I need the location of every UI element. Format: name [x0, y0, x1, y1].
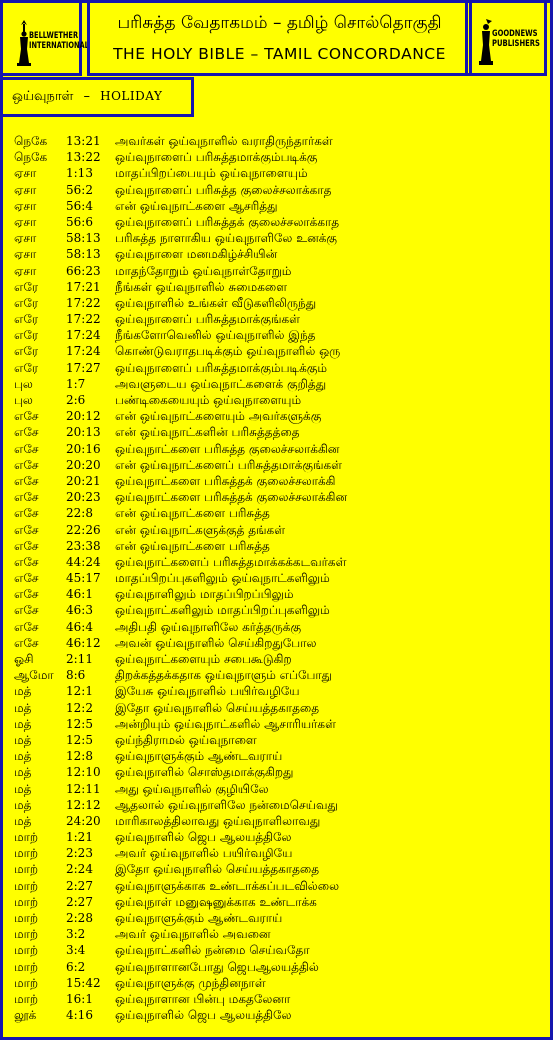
entry-reference: 56:2	[66, 182, 93, 197]
entry-text: ஒய்வுநாளில் ஜெப ஆலயத்திலே	[115, 830, 292, 845]
entry-book: மாற்	[14, 911, 39, 925]
entry-reference: 17:22	[66, 312, 101, 327]
entry-book: மாற்	[14, 862, 39, 877]
entry-text: ஒய்வுநாளைப் பரிசுத்த குலைச்சலாக்காத	[115, 182, 332, 197]
entry-reference: 22:8	[66, 506, 93, 521]
entry-text: ஒய்வுநாளானபோது ஜெபஆலயத்தில்	[115, 959, 319, 974]
bellwether-logo	[0, 0, 89, 76]
concordance-entry	[0, 651, 553, 667]
concordance-entry	[0, 522, 553, 538]
concordance-entry	[0, 845, 553, 861]
entry-text: ஒய்வுநாளிலும் மாதப்பிறப்பிலும்	[115, 587, 294, 602]
keyword-box	[0, 77, 194, 117]
concordance-entry	[0, 1007, 553, 1023]
entry-book: மாற்	[14, 878, 39, 893]
entry-text: அது ஒய்வுநாளில் குழியிலே	[115, 781, 269, 796]
entry-text: அன்றியும் ஒய்வுநாட்களில் ஆசாரியர்கள்	[115, 716, 336, 731]
entry-book: மத்	[14, 732, 32, 747]
entry-book: ஏசா	[14, 263, 37, 278]
entry-reference: 46:12	[66, 635, 101, 650]
concordance-entry	[0, 295, 553, 311]
entry-book: எரே	[14, 312, 39, 327]
entry-text: இதோ ஒய்வுநாளில் செய்யத்தகாததை	[115, 700, 320, 715]
concordance-entry	[0, 230, 553, 246]
entry-reference: 2:27	[66, 878, 93, 893]
entry-book: மாற்	[14, 943, 39, 958]
entry-book: மாற்	[14, 927, 39, 942]
concordance-entry	[0, 926, 553, 942]
entry-text: அவர் ஒய்வுநாளில் அவனை	[115, 927, 271, 942]
concordance-entry	[0, 343, 553, 359]
entry-reference: 44:24	[66, 554, 101, 569]
entry-text: ஒய்வுநாளைப் பரிசுத்தமாக்கும்படிக்கு	[115, 150, 318, 165]
entry-book: எசே	[14, 490, 39, 505]
concordance-entry	[0, 327, 553, 343]
entry-text: என் ஒய்வுநாட்களையும் அவர்களுக்கு	[115, 409, 322, 424]
entry-reference: 45:17	[66, 571, 101, 586]
entry-text: இயேசு ஒய்வுநாளில் பயிர்வழியே	[115, 684, 300, 699]
entry-text: ஒய்வுநாட்களை பரிசுத்தக் குலைச்சலாக்கி	[115, 473, 336, 488]
concordance-entry	[0, 619, 553, 635]
entry-book: மாற்	[14, 959, 39, 974]
concordance-entry	[0, 878, 553, 894]
entry-book: ஏசா	[14, 231, 37, 246]
concordance-entry	[0, 376, 553, 392]
entry-text: அவர் ஒய்வுநாளில் பயிர்வழியே	[115, 846, 293, 861]
entry-book: எரே	[14, 328, 39, 343]
entry-text: திறக்கத்தக்கதாக ஒய்வுநாளும் எப்போது	[115, 668, 333, 683]
concordance-entry	[0, 424, 553, 440]
entry-book: மத்	[14, 813, 32, 828]
concordance-entry	[0, 457, 553, 473]
concordance-entry	[0, 667, 553, 683]
entry-reference: 20:16	[66, 441, 101, 456]
entry-text: அவன் ஒய்வுநாளில் செய்கிறதுபோல	[115, 635, 317, 650]
entry-book: எசே	[14, 409, 39, 424]
entry-text: அவளுடைய ஒய்வுநாட்களைக் குறித்து	[115, 376, 327, 391]
entry-book: எரே	[14, 344, 39, 359]
entry-book: மத்	[14, 781, 32, 796]
concordance-entry	[0, 861, 553, 877]
entry-text: மாதப்பிறப்புகளிலும் ஒய்வுநாட்களிலும்	[115, 571, 330, 586]
entry-text: என் ஒய்வுநாட்களை பரிசுத்த	[115, 538, 270, 553]
concordance-entry	[0, 764, 553, 780]
entry-book: மாற்	[14, 846, 39, 861]
concordance-entry	[0, 392, 553, 408]
entry-book: மாற்	[14, 975, 39, 990]
entry-book: எசே	[14, 538, 39, 553]
concordance-entry	[0, 473, 553, 489]
entry-text: ஒய்வுநாட்களை பரிசுத்த குலைச்சலாக்கின	[115, 441, 340, 456]
entry-reference: 17:27	[66, 360, 101, 375]
entry-book: எசே	[14, 522, 39, 537]
entry-text: மாதப்பிறப்பையும் ஒய்வுநாளையும்	[115, 166, 308, 181]
concordance-entry	[0, 408, 553, 424]
entry-book: புல	[14, 393, 33, 407]
entry-reference: 13:22	[66, 150, 101, 165]
entry-book: எசே	[14, 554, 39, 569]
concordance-entry	[0, 570, 553, 586]
concordance-entry	[0, 959, 553, 975]
entry-reference: 1:7	[66, 376, 86, 391]
entry-text: ஒய்வுநாட்களைப் பரிசுத்தமாக்கக்கடவர்கள்	[115, 554, 347, 569]
concordance-entry	[0, 182, 553, 198]
concordance-entry	[0, 441, 553, 457]
concordance-entry	[0, 700, 553, 716]
concordance-entry	[0, 894, 553, 910]
entry-text: ஒய்வுநாட்களிலும் மாதப்பிறப்புகளிலும்	[115, 603, 330, 618]
entry-reference: 20:20	[66, 457, 101, 472]
entry-book: மத்	[14, 797, 32, 812]
concordance-entry	[0, 813, 553, 829]
entry-reference: 58:13	[66, 247, 101, 262]
entry-reference: 46:4	[66, 619, 93, 634]
entry-reference: 46:3	[66, 603, 93, 618]
entry-text: பரிசுத்த நாளாகிய ஒய்வுநாளிலே உனக்கு	[115, 231, 337, 246]
concordance-entry	[0, 489, 553, 505]
entry-reference: 46:1	[66, 587, 93, 602]
entry-text: கொண்டுவராதபடிக்கும் ஒய்வுநாளில் ஒரு	[115, 344, 341, 359]
concordance-entry	[0, 829, 553, 845]
entry-reference: 15:42	[66, 975, 101, 990]
entry-reference: 1:13	[66, 166, 93, 181]
concordance-entry	[0, 246, 553, 262]
entry-reference: 8:6	[66, 668, 86, 683]
concordance-entry	[0, 975, 553, 991]
concordance-entry	[0, 360, 553, 376]
entry-text: நீங்களோவெனில் ஒய்வுநாளில் இந்த	[115, 328, 316, 343]
entry-book: மத்	[14, 749, 32, 764]
entry-text: ஒய்வுநாளைப் பரிசுத்தமாக்குங்கள்	[115, 312, 300, 327]
concordance-entry	[0, 586, 553, 602]
entry-text: ஒய்வுநாளுக்கும் ஆண்டவராய்	[115, 911, 283, 925]
entry-reference: 2:27	[66, 894, 93, 909]
entry-reference: 20:13	[66, 425, 101, 440]
entry-book: எசே	[14, 457, 39, 472]
entry-book: எசே	[14, 619, 39, 634]
entry-book: எசே	[14, 506, 39, 521]
entry-reference: 2:6	[66, 393, 86, 407]
entry-reference: 56:4	[66, 198, 93, 213]
entry-text: மாரிகாலத்திலாவது ஒய்வுநாளிலாவது	[115, 813, 321, 828]
entry-book: ஏசா	[14, 166, 37, 181]
concordance-entry	[0, 279, 553, 295]
entry-text: ஒய்வுநாளைப் பரிசுத்தமாக்கும்படிக்கும்	[115, 360, 328, 375]
entry-reference: 2:24	[66, 862, 93, 877]
concordance-entry	[0, 748, 553, 764]
entry-text: அவர்கள் ஒய்வுநாளில் வராதிருந்தார்கள்	[115, 134, 333, 148]
entry-book: எசே	[14, 425, 39, 440]
concordance-entry	[0, 635, 553, 651]
entry-text: ஒய்வுநாளில் ஜெப ஆலயத்திலே	[115, 1008, 292, 1023]
keyword-english: HOLIDAY	[100, 89, 163, 103]
entry-reference: 6:2	[66, 959, 86, 974]
entry-reference: 17:22	[66, 295, 101, 310]
entry-text: மாதந்தோறும் ஒய்வுநாள்தோறும்	[115, 263, 292, 278]
concordance-entry	[0, 133, 553, 149]
entry-reference: 1:21	[66, 830, 93, 845]
goodnews-text: GOODNEWS PUBLISHERS	[492, 29, 540, 49]
entry-text: ஒய்வுநாட்களில் நன்மை செய்வதோ	[115, 943, 310, 958]
entry-text: இதோ ஒய்வுநாளில் செய்யத்தகாததை	[115, 862, 320, 877]
entry-reference: 12:11	[66, 781, 101, 796]
entry-book: எசே	[14, 571, 39, 586]
entry-reference: 20:23	[66, 490, 101, 505]
entry-text: என் ஒய்வுநாட்களுக்குத் தங்கள்	[115, 522, 286, 537]
header	[0, 0, 547, 80]
concordance-entry	[0, 797, 553, 813]
concordance-entry	[0, 311, 553, 327]
concordance-entry	[0, 505, 553, 521]
entry-text: என் ஒய்வுநாட்களை பரிசுத்த	[115, 506, 270, 521]
entry-reference: 2:23	[66, 846, 93, 861]
entry-reference: 12:12	[66, 797, 101, 812]
entry-text: ஒய்வுநாளில் சொஸ்தமாக்குகிறது	[115, 765, 294, 780]
concordance-entry	[0, 991, 553, 1007]
entry-reference: 56:6	[66, 214, 93, 229]
entry-book: மத்	[14, 765, 32, 780]
entry-book: மத்	[14, 700, 32, 715]
entry-reference: 2:11	[66, 652, 93, 666]
entry-text: நீங்கள் ஒய்வுநாளில் சுமைகளை	[115, 279, 288, 294]
keyword-separator: –	[83, 89, 90, 104]
entry-book: ஏசா	[14, 214, 37, 229]
entry-book: எசே	[14, 441, 39, 456]
concordance-entry	[0, 165, 553, 181]
entry-book: லூக்	[14, 1008, 37, 1023]
entry-text: ஒய்வுநாளில் உங்கள் வீடுகளிலிருந்து	[115, 295, 317, 310]
concordance-entry	[0, 263, 553, 279]
entry-reference: 24:20	[66, 813, 101, 828]
entry-reference: 12:8	[66, 749, 93, 764]
entry-reference: 2:28	[66, 911, 93, 925]
title-tamil: பரிசுத்த வேதாகமம் – தமிழ் சொல்தொகுதி	[117, 13, 442, 33]
entry-reference: 22:26	[66, 522, 101, 537]
entry-text: ஒய்வுநாளுக்கும் ஆண்டவராய்	[115, 749, 283, 764]
entry-book: நெகே	[14, 150, 48, 165]
concordance-entry	[0, 602, 553, 618]
entry-reference: 12:5	[66, 732, 93, 747]
entry-book: புல	[14, 376, 33, 391]
entry-text: ஒய்வுநாளுக்காக உண்டாக்கப்படவில்லை	[115, 878, 340, 893]
entry-book: எரே	[14, 279, 39, 294]
entry-book: எசே	[14, 603, 39, 618]
entry-text: பண்டிகையையும் ஒய்வுநாளையும்	[115, 393, 302, 407]
entry-reference: 17:24	[66, 344, 101, 359]
goodnews-logo	[465, 0, 547, 76]
entry-book: மத்	[14, 716, 32, 731]
entry-book: எரே	[14, 295, 39, 310]
entry-text: ஒய்வுநாளான பின்பு மகதலேனா	[115, 991, 291, 1006]
entry-text: என் ஒய்வுநாட்களைப் பரிசுத்தமாக்குங்கள்	[115, 457, 343, 472]
entry-reference: 13:21	[66, 134, 101, 148]
entry-reference: 3:2	[66, 927, 86, 942]
title-block	[87, 0, 472, 76]
entry-reference: 12:1	[66, 684, 93, 699]
entry-reference: 20:12	[66, 409, 101, 424]
entry-book: ஏசா	[14, 182, 37, 197]
entry-book: மாற்	[14, 830, 39, 845]
concordance-list	[0, 133, 553, 1023]
concordance-entry	[0, 910, 553, 926]
entry-reference: 12:10	[66, 765, 101, 780]
entry-reference: 4:16	[66, 1008, 93, 1023]
concordance-entry	[0, 683, 553, 699]
concordance-entry	[0, 942, 553, 958]
entry-book: நெகே	[14, 134, 48, 148]
entry-book: ஏசா	[14, 247, 37, 262]
entry-reference: 66:23	[66, 263, 101, 278]
entry-reference: 3:4	[66, 943, 86, 958]
bellwether-text: BELLWETHER INTERNATIONAL	[29, 31, 89, 51]
entry-reference: 16:1	[66, 991, 93, 1006]
entry-text: ஒய்ந்திராமல் ஒய்வுநாளை	[115, 732, 257, 747]
entry-reference: 17:24	[66, 328, 101, 343]
concordance-entry	[0, 732, 553, 748]
entry-text: அதிபதி ஒய்வுநாளிலே கர்த்தருக்கு	[115, 619, 302, 634]
entry-book: எசே	[14, 587, 39, 602]
concordance-entry	[0, 149, 553, 165]
keyword-tamil: ஒய்வுநாள்	[12, 89, 74, 104]
entry-text: ஒய்வுநாள் மனுஷனுக்காக உண்டாக்க	[115, 894, 317, 909]
entry-book: ஆமோ	[14, 668, 54, 683]
entry-book: மத்	[14, 684, 32, 699]
entry-text: ஒய்வுநாளுக்கு முந்தினநாள்	[115, 975, 266, 990]
concordance-entry	[0, 716, 553, 732]
entry-reference: 12:5	[66, 716, 93, 731]
concordance-entry	[0, 538, 553, 554]
concordance-entry	[0, 214, 553, 230]
entry-book: ஏசா	[14, 198, 37, 213]
entry-text: ஆதலால் ஒய்வுநாளிலே நன்மைசெய்வது	[115, 797, 338, 812]
concordance-entry	[0, 781, 553, 797]
entry-text: என் ஒய்வுநாட்களை ஆசரித்து	[115, 198, 278, 213]
concordance-entry	[0, 198, 553, 214]
entry-reference: 12:2	[66, 700, 93, 715]
concordance-entry	[0, 554, 553, 570]
entry-text: ஒய்வுநாளைப் பரிசுத்தக் குலைச்சலாக்காத	[115, 214, 340, 229]
entry-book: ஓசி	[14, 652, 34, 666]
entry-reference: 58:13	[66, 231, 101, 246]
entry-text: என் ஒய்வுநாட்களின் பரிசுத்தத்தை	[115, 425, 300, 440]
entry-text: ஒய்வுநாட்களை பரிசுத்தக் குலைச்சலாக்கின	[115, 490, 348, 505]
title-english: THE HOLY BIBLE – TAMIL CONCORDANCE	[113, 45, 446, 63]
entry-book: எசே	[14, 473, 39, 488]
entry-reference: 20:21	[66, 473, 101, 488]
entry-reference: 17:21	[66, 279, 101, 294]
entry-text: ஒய்வுநாட்களையும் சபைகூடுகிற	[115, 652, 292, 666]
entry-book: மாற்	[14, 894, 39, 909]
entry-book: எரே	[14, 360, 39, 375]
entry-book: மாற்	[14, 991, 39, 1006]
entry-reference: 23:38	[66, 538, 101, 553]
entry-book: எசே	[14, 635, 39, 650]
entry-text: ஒய்வுநாளை மனமகிழ்ச்சியின்	[115, 247, 278, 262]
